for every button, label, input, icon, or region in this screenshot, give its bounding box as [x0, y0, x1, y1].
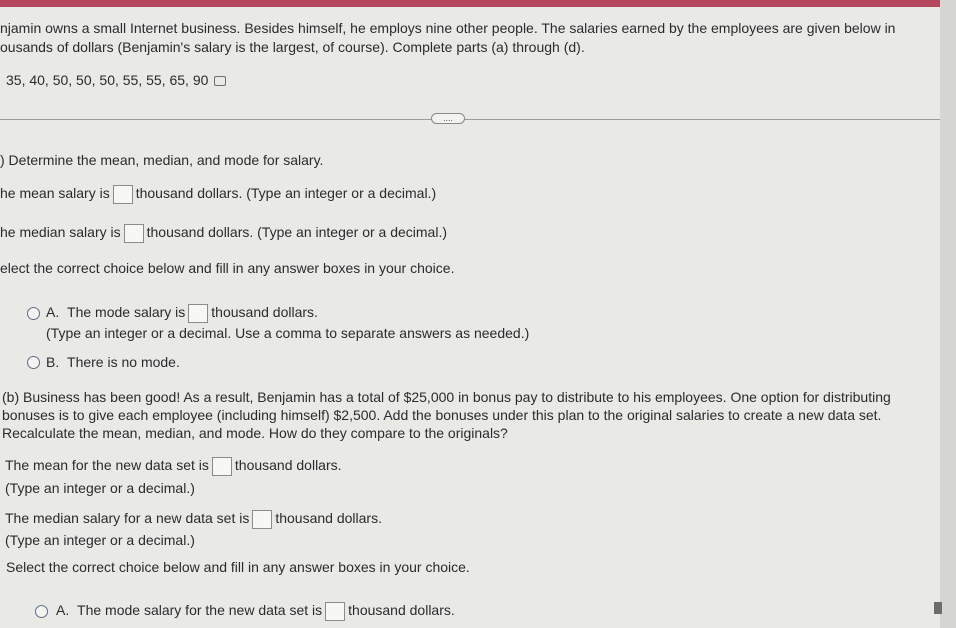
part-b-median-row — [5, 510, 382, 529]
mean-instruction: thousand dollars. (Type an integer or a decimal.) — [135, 185, 437, 202]
median-instruction: thousand dollars. (Type an integer or a decimal.) — [146, 224, 448, 241]
part-a-option-b-radio[interactable] — [27, 356, 40, 369]
part-a-median-row — [0, 224, 447, 243]
new-mode-label: The mode salary for the new data set is — [77, 602, 323, 619]
top-accent-bar — [0, 0, 956, 7]
new-mean-suffix: thousand dollars. — [234, 457, 342, 474]
part-b-option-a-row — [56, 602, 455, 621]
mode-answer-box[interactable] — [188, 304, 208, 323]
part-b-text-line1: (b) Business has been good! As a result, Benjamin has a total of $25,000 in bonus pay to distribute to his employees. One option for distributing — [2, 389, 891, 405]
data-values: 35, 40, 50, 50, 50, 55, 55, 65, 90 — [6, 72, 209, 88]
no-mode-label: There is no mode. — [67, 354, 180, 370]
data-values-row — [0, 72, 226, 89]
part-b-option-a-radio[interactable] — [35, 605, 48, 618]
mode-label: The mode salary is — [67, 304, 186, 321]
median-answer-box[interactable] — [124, 224, 144, 243]
part-a-heading: ) Determine the mean, median, and mode for salary. — [0, 152, 324, 168]
page-right-edge — [940, 0, 956, 628]
scrollbar-thumb[interactable] — [934, 602, 942, 614]
part-a-option-b-row — [46, 354, 180, 371]
new-mode-answer-box[interactable] — [325, 602, 345, 621]
problem-statement-line1: njamin owns a small Internet business. Besides himself, he employs nine other people. The salaries earned by the employees are given below in — [0, 20, 896, 36]
new-mean-instruction: (Type an integer or a decimal.) — [5, 480, 195, 496]
expand-button[interactable]: .... — [431, 113, 465, 124]
part-a-option-a-row — [46, 304, 318, 323]
new-median-answer-box[interactable] — [252, 510, 272, 529]
new-mode-suffix: thousand dollars. — [348, 602, 455, 619]
new-median-label: The median salary for a new data set is — [5, 510, 250, 527]
median-label: he median salary is — [0, 224, 121, 241]
new-median-instruction: (Type an integer or a decimal.) — [5, 532, 195, 548]
new-mean-label: The mean for the new data set is — [5, 457, 209, 474]
part-b-text-line2: bonuses is to give each employee (including himself) $2,500. Add the bonuses under this plan to the original salaries to create a new data set. — [2, 407, 882, 423]
mode-instruction: (Type an integer or a decimal. Use a comma to separate answers as needed.) — [46, 325, 530, 341]
new-median-suffix: thousand dollars. — [275, 510, 382, 527]
mode-suffix: thousand dollars. — [211, 304, 318, 321]
mean-answer-box[interactable] — [113, 185, 133, 204]
part-a-select-instruction: elect the correct choice below and fill in any answer boxes in your choice. — [0, 260, 455, 276]
copy-data-icon[interactable] — [214, 76, 226, 86]
problem-statement-line2: ousands of dollars (Benjamin's salary is the largest, of course). Complete parts (a) through (d). — [0, 39, 585, 55]
part-a-mean-row — [0, 185, 436, 204]
part-b-option-a-letter: A. — [56, 602, 70, 619]
option-a-letter: A. — [46, 304, 60, 321]
part-b-text-line3: Recalculate the mean, median, and mode. How do they compare to the originals? — [2, 425, 508, 441]
mean-label: he mean salary is — [0, 185, 110, 202]
part-b-mean-row — [5, 457, 342, 476]
new-mean-answer-box[interactable] — [212, 457, 232, 476]
option-b-letter: B. — [46, 354, 60, 370]
section-divider — [0, 119, 940, 120]
part-b-select-instruction: Select the correct choice below and fill in any answer boxes in your choice. — [6, 559, 470, 575]
part-a-option-a-radio[interactable] — [27, 307, 40, 320]
